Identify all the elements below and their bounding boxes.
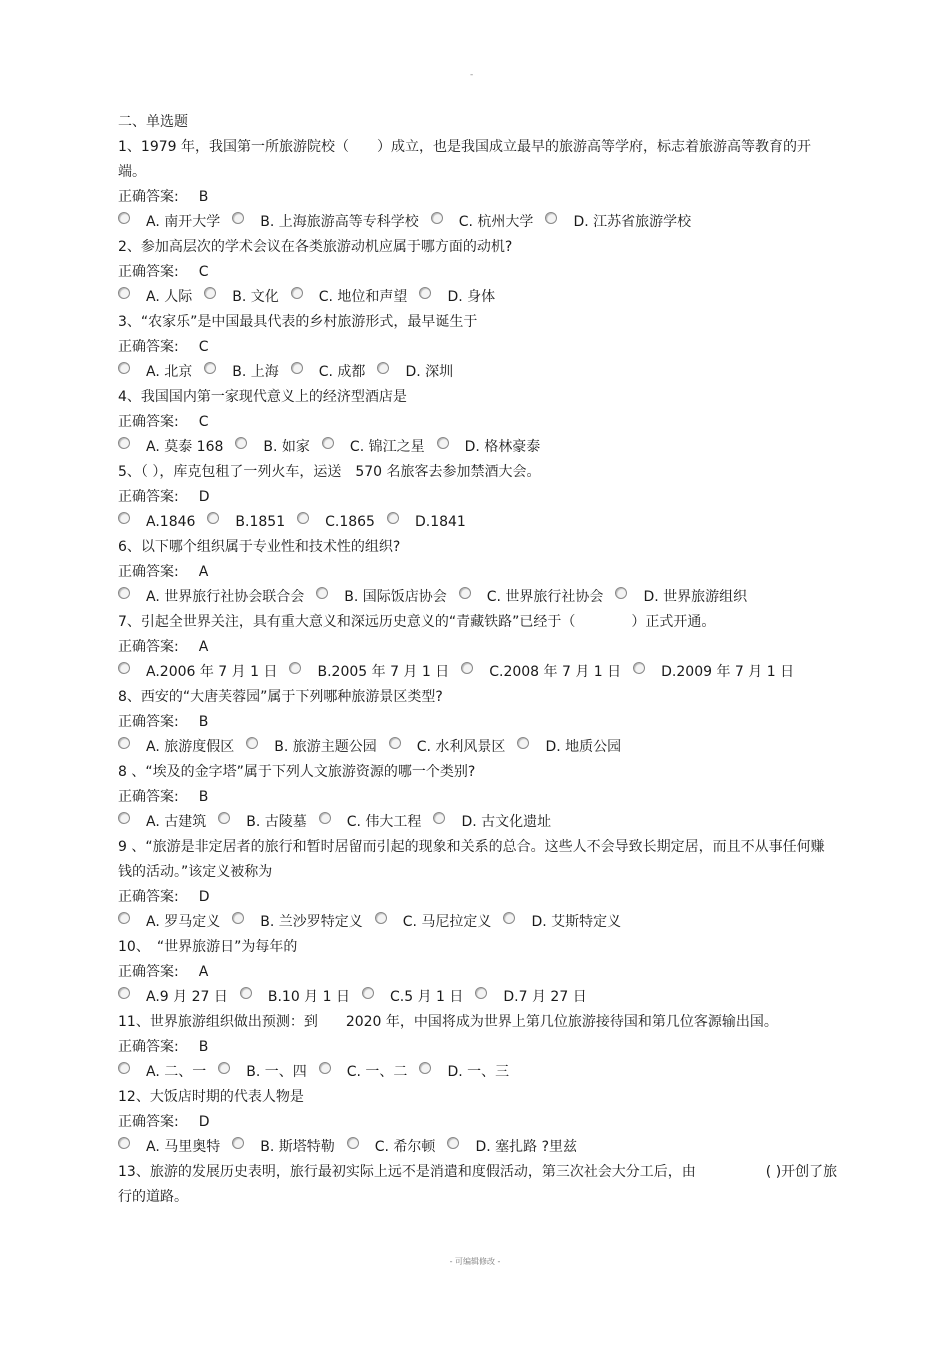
option-label: C.5 月 1 日	[390, 989, 464, 1005]
option-item[interactable]	[433, 810, 551, 835]
radio-button-icon[interactable]	[118, 812, 130, 824]
option-label: B. 古陵墓	[246, 814, 307, 830]
option-item[interactable]	[240, 985, 350, 1010]
radio-button-icon[interactable]	[118, 737, 130, 749]
option-item[interactable]	[389, 735, 506, 760]
option-item[interactable]	[118, 210, 220, 235]
question-block	[118, 1085, 838, 1160]
radio-button-icon[interactable]	[387, 512, 399, 524]
option-item[interactable]	[204, 285, 279, 310]
option-item[interactable]	[207, 510, 285, 535]
question-block	[118, 535, 838, 610]
option-item[interactable]	[419, 1060, 509, 1085]
radio-button-icon[interactable]	[375, 912, 387, 924]
option-label: A. 旅游度假区	[146, 739, 235, 755]
option-item[interactable]	[447, 1135, 577, 1160]
radio-button-icon[interactable]	[118, 212, 130, 224]
option-item[interactable]	[291, 285, 408, 310]
correct-answer-row	[118, 635, 838, 660]
option-item[interactable]	[118, 1060, 206, 1085]
option-label: D. 艾斯特定义	[531, 914, 622, 930]
option-item[interactable]	[118, 360, 192, 385]
header-mark: -	[470, 70, 474, 80]
option-label: D. 塞扎路 ?里兹	[475, 1139, 577, 1155]
radio-button-icon[interactable]	[431, 212, 443, 224]
options-row	[118, 1060, 838, 1085]
question-text: 1、1979 年，我国第一所旅游院校（ ）成立，也是我国成立最早的旅游高等学府，标志着旅游高等教育的开端。	[118, 139, 811, 180]
radio-button-icon[interactable]	[118, 287, 130, 299]
radio-button-icon[interactable]	[232, 212, 244, 224]
option-label: A. 罗马定义	[146, 914, 221, 930]
radio-button-icon[interactable]	[319, 812, 331, 824]
option-item[interactable]	[118, 585, 304, 610]
radio-button-icon[interactable]	[204, 362, 216, 374]
correct-answer-row	[118, 885, 838, 910]
options-row	[118, 210, 838, 235]
radio-button-icon[interactable]	[118, 912, 130, 924]
correct-answer-value: B	[198, 789, 209, 805]
option-label: D.2009 年 7 月 1 日	[661, 664, 795, 680]
correct-answer-row	[118, 960, 838, 985]
correct-answer-row	[118, 260, 838, 285]
page-footer: - 可编辑修改 -	[449, 1257, 501, 1266]
correct-answer-value: C	[198, 414, 209, 430]
question-text: 8、西安的“大唐芙蓉园”属于下列哪种旅游景区类型?	[118, 689, 443, 705]
radio-button-icon[interactable]	[291, 287, 303, 299]
options-row	[118, 1135, 838, 1160]
question-list	[118, 110, 838, 1210]
correct-answer-row	[118, 410, 838, 435]
correct-answer-row	[118, 710, 838, 735]
option-item[interactable]	[437, 435, 541, 460]
option-label: B. 兰沙罗特定义	[260, 914, 363, 930]
question-block	[118, 310, 838, 385]
correct-answer-value: D	[198, 1114, 210, 1130]
option-label: C. 成都	[318, 364, 366, 380]
option-label: B. 上海	[232, 364, 279, 380]
radio-button-icon[interactable]	[118, 662, 130, 674]
option-item[interactable]	[118, 735, 234, 760]
options-row	[118, 660, 838, 685]
option-item[interactable]	[431, 210, 534, 235]
radio-button-icon[interactable]	[419, 287, 431, 299]
option-label: D. 深圳	[405, 364, 454, 380]
correct-answer-value: A	[198, 639, 209, 655]
option-label: B. 斯塔特勒	[260, 1139, 335, 1155]
option-item[interactable]	[475, 985, 586, 1010]
option-label: A.2006 年 7 月 1 日	[146, 664, 278, 680]
options-row	[118, 285, 838, 310]
option-label: A. 二、一	[146, 1064, 207, 1080]
correct-answer-label: 正确答案:	[118, 564, 179, 580]
question-text: 6、以下哪个组织属于专业性和技术性的组织?	[118, 539, 401, 555]
option-label: A.9 月 27 日	[146, 989, 228, 1005]
option-item[interactable]	[297, 510, 375, 535]
option-label: C. 水利风景区	[416, 739, 506, 755]
radio-button-icon[interactable]	[633, 662, 645, 674]
option-item[interactable]	[319, 810, 422, 835]
option-label: D. 地质公园	[545, 739, 622, 755]
correct-answer-value: C	[198, 339, 209, 355]
radio-button-icon[interactable]	[322, 437, 334, 449]
option-label: A.1846	[146, 514, 196, 530]
correct-answer-row	[118, 560, 838, 585]
options-row	[118, 510, 838, 535]
option-label: C. 世界旅行社协会	[486, 589, 604, 605]
option-item[interactable]	[377, 360, 453, 385]
option-label: B.2005 年 7 月 1 日	[317, 664, 450, 680]
option-item[interactable]	[375, 910, 492, 935]
option-label: A. 马里奥特	[146, 1139, 221, 1155]
option-item[interactable]	[289, 660, 449, 685]
correct-answer-label: 正确答案:	[118, 339, 179, 355]
option-item[interactable]	[232, 1135, 335, 1160]
question-text: 9 、“旅游是非定居者的旅行和暂时居留而引起的现象和关系的总合。这些人不会导致长期定居，而且不从事任何赚钱的活动。”该定义被称为	[118, 839, 825, 880]
radio-button-icon[interactable]	[437, 437, 449, 449]
option-item[interactable]	[461, 660, 621, 685]
radio-button-icon[interactable]	[545, 212, 557, 224]
question-block	[118, 685, 838, 760]
question-text: 5、（ ），库克包租了一列火车，运送 570 名旅客去参加禁酒大会。	[118, 464, 541, 480]
radio-button-icon[interactable]	[459, 587, 471, 599]
correct-answer-label: 正确答案:	[118, 714, 179, 730]
question-block	[118, 135, 838, 235]
radio-button-icon[interactable]	[118, 437, 130, 449]
radio-button-icon[interactable]	[118, 512, 130, 524]
option-item[interactable]	[319, 1060, 408, 1085]
radio-button-icon[interactable]	[517, 737, 529, 749]
option-item[interactable]	[545, 210, 691, 235]
option-item[interactable]	[218, 1060, 307, 1085]
radio-button-icon[interactable]	[475, 987, 487, 999]
question-block	[118, 235, 838, 310]
option-label: B.10 月 1 日	[267, 989, 350, 1005]
question-text: 3、“农家乐”是中国最具代表的乡村旅游形式，最早诞生于	[118, 314, 478, 330]
option-item[interactable]	[118, 985, 228, 1010]
option-item[interactable]	[235, 435, 310, 460]
correct-answer-row	[118, 1110, 838, 1135]
radio-button-icon[interactable]	[118, 987, 130, 999]
option-label: B. 国际饭店协会	[344, 589, 447, 605]
option-item[interactable]	[118, 510, 195, 535]
option-item[interactable]	[246, 735, 377, 760]
radio-button-icon[interactable]	[207, 512, 219, 524]
radio-button-icon[interactable]	[347, 1137, 359, 1149]
option-label: B.1851	[235, 514, 286, 530]
option-label: C. 伟大工程	[346, 814, 422, 830]
option-label: D. 格林豪泰	[464, 439, 541, 455]
option-label: D.7 月 27 日	[503, 989, 587, 1005]
correct-answer-label: 正确答案:	[118, 789, 179, 805]
correct-answer-row	[118, 785, 838, 810]
option-item[interactable]	[291, 360, 366, 385]
question-text: 12、大饭店时期的代表人物是	[118, 1089, 304, 1105]
correct-answer-value: D	[198, 489, 210, 505]
question-text: 7、引起全世界关注，具有重大意义和深远历史意义的“青藏铁路”已经于（ ）正式开通。	[118, 614, 716, 630]
option-label: C. 锦江之星	[349, 439, 425, 455]
option-label: B. 一、四	[246, 1064, 307, 1080]
option-item[interactable]	[204, 360, 279, 385]
option-label: B. 旅游主题公园	[274, 739, 377, 755]
question-13-text: 13、旅游的发展历史表明，旅行最初实际上远不是消遣和度假活动，第三次社会大分工后，由 ( )开创了旅行的道路。	[118, 1164, 838, 1205]
question-text: 4、我国国内第一家现代意义上的经济型酒店是	[118, 389, 407, 405]
option-item[interactable]	[322, 435, 425, 460]
option-item[interactable]	[419, 285, 495, 310]
radio-button-icon[interactable]	[118, 587, 130, 599]
radio-button-icon[interactable]	[232, 912, 244, 924]
questions-container	[118, 135, 838, 1160]
option-label: A. 世界旅行社协会联合会	[146, 589, 305, 605]
option-label: C.2008 年 7 月 1 日	[489, 664, 622, 680]
option-label: A. 北京	[146, 364, 193, 380]
option-item[interactable]	[347, 1135, 436, 1160]
correct-answer-value: A	[198, 964, 209, 980]
option-label: D. 江苏省旅游学校	[573, 214, 692, 230]
radio-button-icon[interactable]	[447, 1137, 459, 1149]
correct-answer-label: 正确答案:	[118, 414, 179, 430]
option-label: D.1841	[414, 514, 466, 530]
radio-button-icon[interactable]	[419, 1062, 431, 1074]
options-row	[118, 735, 838, 760]
option-item[interactable]	[118, 910, 220, 935]
option-label: C. 杭州大学	[458, 214, 534, 230]
radio-button-icon[interactable]	[218, 812, 230, 824]
option-label: D. 一、三	[447, 1064, 510, 1080]
correct-answer-label: 正确答案:	[118, 264, 179, 280]
radio-button-icon[interactable]	[503, 912, 515, 924]
option-item[interactable]	[517, 735, 621, 760]
correct-answer-value: C	[198, 264, 209, 280]
radio-button-icon[interactable]	[319, 1062, 331, 1074]
correct-answer-label: 正确答案:	[118, 964, 179, 980]
radio-button-icon[interactable]	[118, 1137, 130, 1149]
option-label: C. 地位和声望	[318, 289, 408, 305]
radio-button-icon[interactable]	[297, 512, 309, 524]
option-label: B. 如家	[263, 439, 310, 455]
correct-answer-row	[118, 1035, 838, 1060]
radio-button-icon[interactable]	[615, 587, 627, 599]
option-label: A. 人际	[146, 289, 193, 305]
radio-button-icon[interactable]	[118, 1062, 130, 1074]
option-label: D. 身体	[447, 289, 496, 305]
option-label: C.1865	[325, 514, 375, 530]
question-block	[118, 935, 838, 1010]
radio-button-icon[interactable]	[246, 737, 258, 749]
radio-button-icon[interactable]	[218, 1062, 230, 1074]
option-label: D. 世界旅游组织	[643, 589, 748, 605]
correct-answer-value: B	[198, 189, 209, 205]
correct-answer-label: 正确答案:	[118, 889, 179, 905]
option-item[interactable]	[218, 810, 307, 835]
radio-button-icon[interactable]	[232, 1137, 244, 1149]
option-label: C. 一、二	[346, 1064, 408, 1080]
option-label: B. 上海旅游高等专科学校	[260, 214, 419, 230]
option-item[interactable]	[387, 510, 466, 535]
question-block	[118, 610, 838, 685]
correct-answer-label: 正确答案:	[118, 639, 179, 655]
option-item[interactable]	[316, 585, 447, 610]
radio-button-icon[interactable]	[291, 362, 303, 374]
radio-button-icon[interactable]	[389, 737, 401, 749]
question-text: 10、 “世界旅游日”为每年的	[118, 939, 298, 955]
correct-answer-row	[118, 335, 838, 360]
option-item[interactable]	[118, 660, 277, 685]
question-block	[118, 835, 838, 935]
radio-button-icon[interactable]	[316, 587, 328, 599]
option-item[interactable]	[118, 1135, 220, 1160]
radio-button-icon[interactable]	[240, 987, 252, 999]
option-item[interactable]	[232, 910, 363, 935]
correct-answer-label: 正确答案:	[118, 1039, 179, 1055]
correct-answer-value: B	[198, 714, 209, 730]
question-block	[118, 1010, 838, 1085]
option-item[interactable]	[118, 810, 206, 835]
correct-answer-row	[118, 185, 838, 210]
question-text: 8 、“埃及的金字塔”属于下列人文旅游资源的哪一个类别?	[118, 764, 476, 780]
correct-answer-value: A	[198, 564, 209, 580]
option-label: C. 希尔顿	[374, 1139, 436, 1155]
option-item[interactable]	[232, 210, 419, 235]
radio-button-icon[interactable]	[204, 287, 216, 299]
correct-answer-value: D	[198, 889, 210, 905]
question-text: 11、世界旅游组织做出预测：到 2020 年，中国将成为世界上第几位旅游接待国和第几位客源输出国。	[118, 1014, 778, 1030]
question-text: 2、参加高层次的学术会议在各类旅游动机应属于哪方面的动机?	[118, 239, 513, 255]
radio-button-icon[interactable]	[433, 812, 445, 824]
option-label: A. 古建筑	[146, 814, 207, 830]
radio-button-icon[interactable]	[118, 362, 130, 374]
question-block	[118, 385, 838, 460]
radio-button-icon[interactable]	[377, 362, 389, 374]
option-item[interactable]	[118, 435, 223, 460]
options-row	[118, 360, 838, 385]
correct-answer-label: 正确答案:	[118, 489, 179, 505]
options-row	[118, 910, 838, 935]
option-item[interactable]	[459, 585, 604, 610]
option-item[interactable]	[633, 660, 794, 685]
correct-answer-label: 正确答案:	[118, 1114, 179, 1130]
options-row	[118, 810, 838, 835]
radio-button-icon[interactable]	[362, 987, 374, 999]
question-block	[118, 460, 838, 535]
radio-button-icon[interactable]	[461, 662, 473, 674]
options-row	[118, 585, 838, 610]
option-label: C. 马尼拉定义	[402, 914, 492, 930]
section-title: 二、单选题	[118, 114, 188, 130]
options-row	[118, 435, 838, 460]
correct-answer-label: 正确答案:	[118, 189, 179, 205]
correct-answer-value: B	[198, 1039, 209, 1055]
correct-answer-row	[118, 485, 838, 510]
option-item[interactable]	[362, 985, 463, 1010]
option-item[interactable]	[615, 585, 747, 610]
question-block	[118, 760, 838, 835]
option-label: A. 南开大学	[146, 214, 221, 230]
option-label: A. 莫泰 168	[146, 439, 224, 455]
options-row	[118, 985, 838, 1010]
option-item[interactable]	[118, 285, 192, 310]
radio-button-icon[interactable]	[235, 437, 247, 449]
option-label: D. 古文化遗址	[461, 814, 552, 830]
option-item[interactable]	[503, 910, 621, 935]
option-label: B. 文化	[232, 289, 279, 305]
radio-button-icon[interactable]	[289, 662, 301, 674]
